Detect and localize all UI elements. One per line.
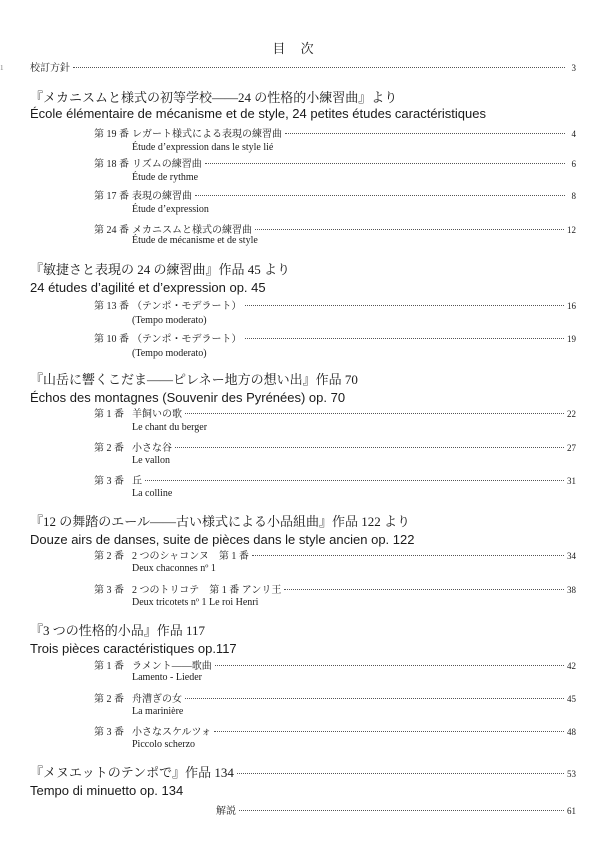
toc-entry[interactable]: [94, 475, 576, 488]
section-title-fr: Douze airs de danses, suite de pièces dans le style ancien op. 122: [30, 532, 415, 547]
piece-title-jp: （テンポ・モデラート）: [132, 301, 242, 312]
page-number: 42: [567, 661, 576, 671]
section-title-fr: Trois pièces caractéristiques op.117: [30, 641, 237, 656]
page-number: 4: [571, 129, 576, 139]
toc-entry[interactable]: [94, 128, 576, 141]
piece-title-jp: 羊飼いの歌: [132, 409, 182, 420]
toc-entry[interactable]: [94, 300, 576, 313]
leader-dots: [237, 773, 564, 774]
toc-entry[interactable]: [94, 158, 576, 171]
leader-dots: [175, 447, 564, 448]
section-title-jp: 『メヌエットのテンポで』作品 134: [30, 765, 234, 780]
page-number: 27: [567, 443, 576, 453]
page-number: 45: [567, 694, 576, 704]
leader-dots: [252, 555, 564, 556]
piece-title-jp: メカニスムと様式の練習曲: [132, 225, 252, 236]
section-title-fr: Tempo di minuetto op. 134: [30, 783, 184, 798]
page-number: 16: [567, 301, 576, 311]
piece-title-jp: 2 つのシャコンヌ 第 1 番: [132, 551, 249, 562]
leader-dots: [284, 589, 564, 590]
piece-title-fr: Étude d’expression dans le style lié: [132, 142, 274, 153]
leader-dots: [214, 731, 564, 732]
page-number: 31: [567, 476, 576, 486]
leader-dots: [185, 413, 564, 414]
page-title: 目 次: [272, 41, 320, 56]
page-number: 34: [567, 551, 576, 561]
piece-title-jp: 表現の練習曲: [132, 191, 192, 202]
piece-title-fr: Étude de mécanisme et de style: [132, 235, 258, 246]
piece-title-fr: Deux chaconnes nº 1: [132, 563, 216, 574]
leader-dots: [285, 133, 565, 134]
piece-title-fr: La colline: [132, 488, 173, 499]
page-number: 19: [567, 334, 576, 344]
toc-entry-commentary[interactable]: [216, 805, 576, 818]
piece-number: 第 3 番: [94, 727, 124, 738]
page-number: 8: [571, 191, 576, 201]
toc-entry-front[interactable]: [30, 62, 576, 75]
section-title-jp: 『12 の舞踏のエール――古い様式による小品組曲』作品 122 より: [30, 514, 410, 529]
leader-dots: [185, 698, 564, 699]
toc-entry[interactable]: [94, 584, 576, 597]
piece-title-fr: Piccolo scherzo: [132, 739, 196, 750]
piece-title-fr: La marinière: [132, 706, 184, 717]
piece-title-fr: Étude de rythme: [132, 172, 199, 183]
leader-dots: [145, 480, 564, 481]
section-title-jp: 『メカニスムと様式の初等学校――24 の性格的小練習曲』より: [30, 90, 398, 105]
piece-title-jp: （テンポ・モデラート）: [132, 334, 242, 345]
leader-dots: [215, 665, 564, 666]
section-title-jp: 『3 つの性格的小品』作品 117: [30, 623, 206, 638]
piece-title-jp: ラメント――歌曲: [132, 661, 212, 672]
piece-title-jp: リズムの練習曲: [132, 159, 202, 170]
piece-title-jp: レガート様式による表現の練習曲: [132, 129, 282, 140]
entry-title: 解説: [216, 806, 236, 817]
page-number: 3: [571, 63, 576, 73]
piece-number: 第 13 番: [94, 301, 129, 312]
leader-dots: [239, 810, 564, 811]
page-number: 38: [567, 585, 576, 595]
page-number: 12: [567, 225, 576, 235]
toc-entry[interactable]: [94, 550, 576, 563]
piece-title-fr: Le vallon: [132, 455, 171, 466]
section-title-jp: 『敏捷さと表現の 24 の練習曲』作品 45 より: [30, 262, 291, 277]
section-title-fr: École élémentaire de mécanisme et de style, 24 petites études caractéristiques: [30, 106, 486, 121]
piece-title-fr: (Tempo moderato): [132, 315, 207, 326]
section-title-fr: 24 études d’agilité et d’expression op. 45: [30, 280, 266, 295]
piece-title-fr: (Tempo moderato): [132, 348, 207, 359]
piece-title-jp: 舟漕ぎの女: [132, 694, 182, 705]
page-number: 48: [567, 727, 576, 737]
piece-number: 第 3 番: [94, 476, 124, 487]
margin-mark: 1: [0, 64, 4, 72]
leader-dots: [255, 229, 564, 230]
leader-dots: [245, 305, 565, 306]
piece-number: 第 17 番: [94, 191, 129, 202]
toc-entry[interactable]: [94, 190, 576, 203]
piece-number: 第 24 番: [94, 225, 129, 236]
leader-dots: [195, 195, 565, 196]
piece-number: 第 18 番: [94, 159, 129, 170]
piece-title-jp: 2 つのトリコテ 第 1 番 アンリ王: [132, 585, 282, 596]
piece-number: 第 2 番: [94, 694, 124, 705]
piece-number: 第 3 番: [94, 585, 124, 596]
piece-number: 第 10 番: [94, 334, 129, 345]
toc-entry-minuetto[interactable]: [30, 765, 576, 782]
piece-title-jp: 小さな谷: [132, 443, 172, 454]
toc-entry[interactable]: [94, 408, 576, 421]
piece-title-fr: Le chant du berger: [132, 422, 208, 433]
toc-entry[interactable]: [94, 726, 576, 739]
piece-title-fr: Étude d’expression: [132, 204, 209, 215]
page-number: 6: [571, 159, 576, 169]
entry-title: 校訂方針: [30, 63, 70, 74]
piece-title-jp: 小さなスケルツォ: [132, 727, 212, 738]
toc-entry[interactable]: [94, 442, 576, 455]
toc-entry[interactable]: [94, 333, 576, 346]
page-number: 22: [567, 409, 576, 419]
piece-number: 第 1 番: [94, 409, 124, 420]
page-number: 61: [567, 806, 576, 816]
piece-number: 第 2 番: [94, 551, 124, 562]
page-number: 53: [567, 769, 576, 779]
piece-number: 第 2 番: [94, 443, 124, 454]
leader-dots: [205, 163, 565, 164]
section-title-fr: Échos des montagnes (Souvenir des Pyrénées) op. 70: [30, 390, 346, 405]
piece-title-fr: Deux tricotets nº 1 Le roi Henri: [132, 597, 259, 608]
leader-dots: [245, 338, 565, 339]
leader-dots: [73, 67, 565, 68]
piece-number: 第 1 番: [94, 661, 124, 672]
toc-entry[interactable]: [94, 693, 576, 706]
piece-title-jp: 丘: [132, 476, 142, 487]
piece-number: 第 19 番: [94, 129, 129, 140]
section-title-jp: 『山岳に響くこだま――ピレネー地方の想い出』作品 70: [30, 372, 358, 387]
piece-title-fr: Lamento - Lieder: [132, 672, 202, 683]
